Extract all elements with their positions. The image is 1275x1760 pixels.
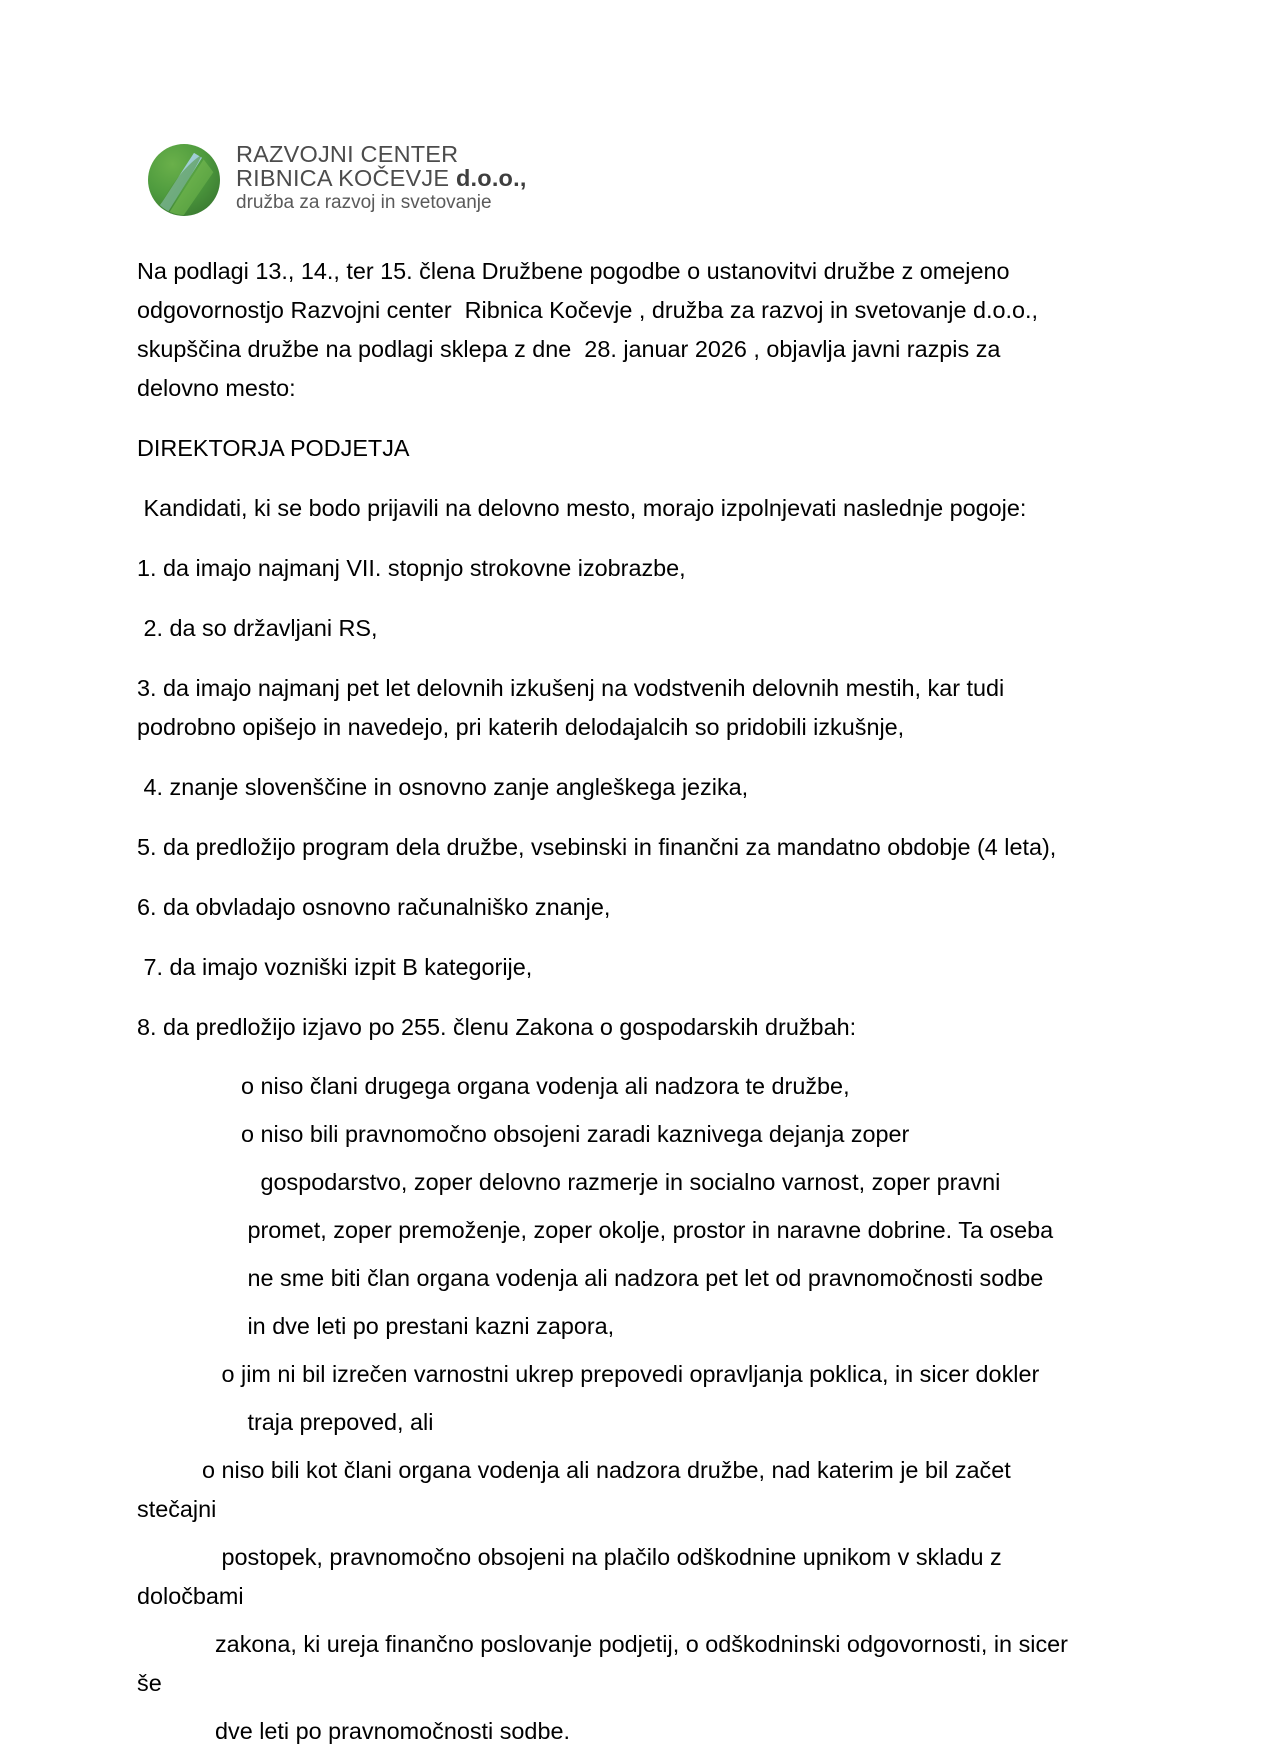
logo-line-2 <box>236 166 527 190</box>
statement-line: postopek, pravnomočno obsojeni na plačilo odškodnine upnikom v skladu z določbami <box>137 1544 1009 1609</box>
logo-company-name: RIBNICA KOČEVJE <box>236 165 456 192</box>
company-logo-icon <box>148 144 220 216</box>
statement-line: in dve leti po prestani kazni zapora, <box>137 1313 615 1339</box>
statement-line: promet, zoper premoženje, zoper okolje, prostor in naravne dobrine. Ta oseba <box>137 1217 1054 1243</box>
statement-line: traja prepoved, ali <box>137 1409 434 1435</box>
conditions-lead: Kandidati, ki se bodo prijavili na delovno mesto, morajo izpolnjevati naslednje pogoje: <box>137 495 1027 521</box>
statement-line: zakona, ki ureja finančno poslovanje podjetij, o odškodninski odgovornosti, in sicer še <box>137 1631 1075 1696</box>
statement-line: o niso bili pravnomočno obsojeni zaradi kaznivega dejanja zoper <box>137 1121 910 1147</box>
statement-line: o niso bili kot člani organa vodenja ali nadzora družbe, nad katerim je bil začet stečajni <box>137 1457 1018 1522</box>
condition-item: 8. da predložijo izjavo po 255. členu Zakona o gospodarskih družbah: <box>137 1014 857 1040</box>
condition-item: 5. da predložijo program dela družbe, vsebinski in finančni za mandatno obdobje (4 leta), <box>137 834 1057 860</box>
statement-line: gospodarstvo, zoper delovno razmerje in socialno varnost, zoper pravni <box>137 1169 1001 1195</box>
statement-sublist <box>137 1067 1087 1751</box>
logo-tagline: družba za razvoj in svetovanje <box>236 191 492 213</box>
condition-item: 3. da imajo najmanj pet let delovnih izkušenj na vodstvenih delovnih mestih, kar tudi podrobno opišejo in navedejo, pri katerih delodajalcih so pridobili izkušnje, <box>137 675 1011 740</box>
condition-item: 6. da obvladajo osnovno računalniško znanje, <box>137 894 611 920</box>
statement-line: ne sme biti član organa vodenja ali nadzora pet let od pravnomočnosti sodbe <box>137 1265 1044 1291</box>
condition-item: 4. znanje slovenščine in osnovno zanje angleškega jezika, <box>137 774 749 800</box>
statement-line: o jim ni bil izrečen varnostni ukrep prepovedi opravljanja poklica, in sicer dokler <box>137 1361 1040 1387</box>
document-body <box>137 252 1087 1760</box>
leaf-stripe-icon <box>148 144 220 216</box>
position-title: DIREKTORJA PODJETJA <box>137 435 410 461</box>
letterhead <box>148 140 527 216</box>
condition-item: 1. da imajo najmanj VII. stopnjo strokovne izobrazbe, <box>137 555 686 581</box>
condition-item: 2. da so državljani RS, <box>137 615 378 641</box>
statement-line: o niso člani drugega organa vodenja ali nadzora te družbe, <box>137 1073 850 1099</box>
logo-line-1: RAZVOJNI CENTER <box>236 141 459 167</box>
condition-item: 7. da imajo vozniški izpit B kategorije, <box>137 954 533 980</box>
statement-line: dve leti po pravnomočnosti sodbe. <box>137 1718 570 1744</box>
logo-legal-form: d.o.o., <box>455 165 527 192</box>
intro-paragraph: Na podlagi 13., 14., ter 15. člena Družbene pogodbe o ustanovitvi družbe z omejeno odgovornostjo Razvojni center Ribnica Kočevje , družba za razvoj in svetovanje d.o.o., skupščina družbe na podlagi sklepa z dne 28. januar 2026 , objavlja javni razpis za delovno mesto: <box>137 258 1045 401</box>
logo-wordmark <box>236 140 527 213</box>
